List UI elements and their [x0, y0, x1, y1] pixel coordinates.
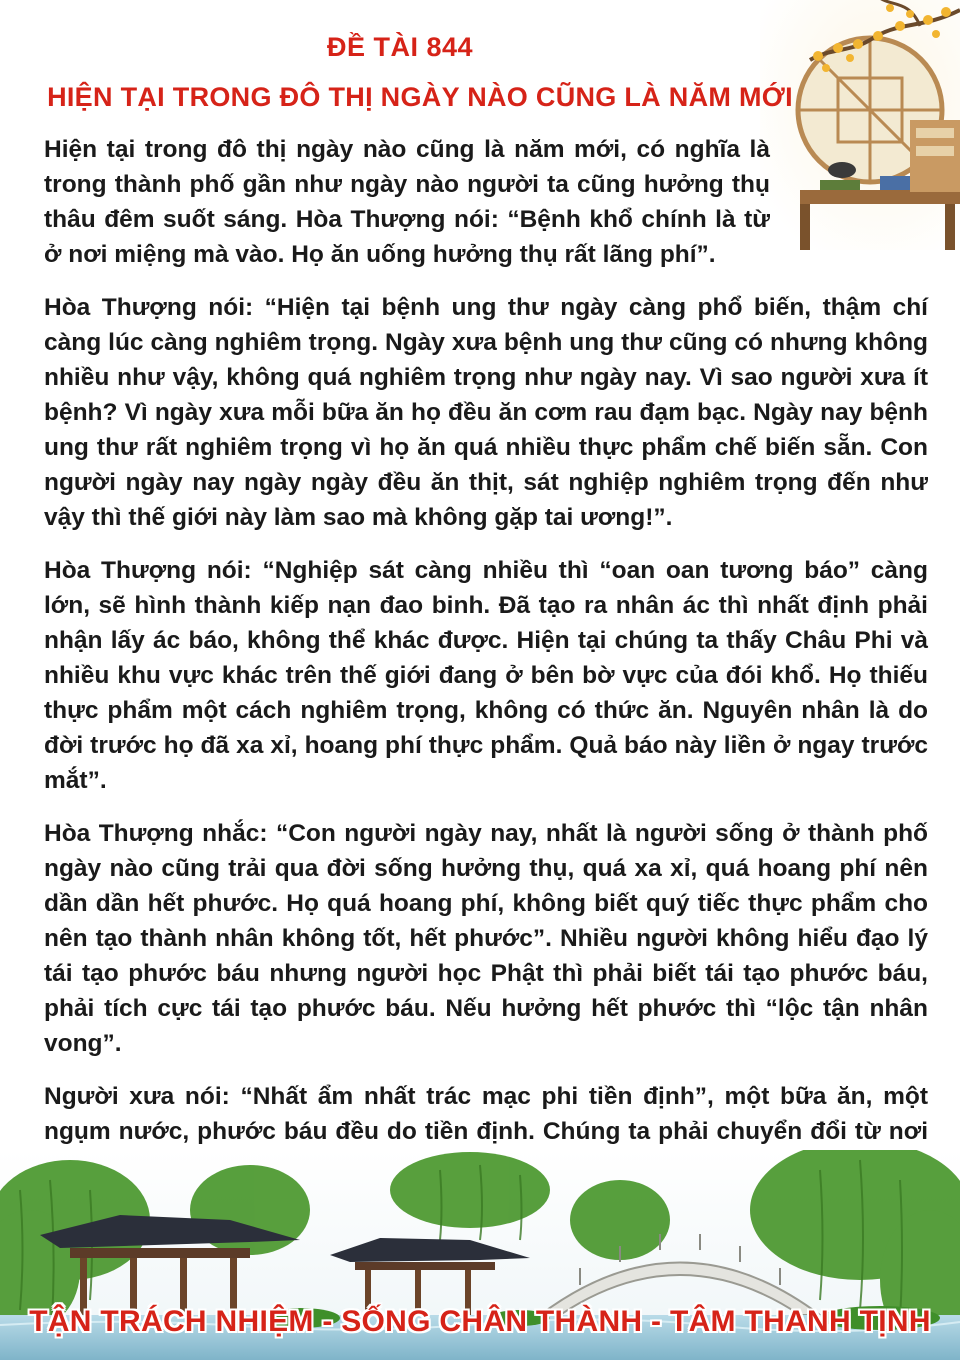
page-title: HIỆN TẠI TRONG ĐÔ THỊ NGÀY NÀO CŨNG LÀ NĂM MỚI — [47, 82, 793, 112]
footer-slogan: TẬN TRÁCH NHIỆM - SỐNG CHÂN THÀNH - TÂM THANH TỊNH — [29, 1305, 931, 1338]
paragraph-5: Người xưa nói: “Nhất ẩm nhất trác mạc phi tiền định”, một bữa ăn, một ngụm nước, phước báu đều do tiền định. Chúng ta phải chuyển đổi từ nơi — [44, 1083, 928, 1145]
topic-number: ĐỀ TÀI 844 — [326, 32, 474, 62]
paragraph-1: Hiện tại trong đô thị ngày nào cũng là năm mới, có nghĩa là trong thành phố gần như ngày nào người ta cũng hưởng thụ thâu đêm suốt sáng. Hòa Thượng nói: “Bệnh khổ chính là từ ở nơi miệng mà vào. Họ ăn uống hưởng thụ rất lãng phí”. — [44, 136, 770, 268]
article-body — [44, 132, 928, 1272]
paragraph-4: Hòa Thượng nhắc: “Con người ngày nay, nhất là người sống ở thành phố ngày nào cũng trải qua đời sống hưởng thụ, quá xa xỉ, quá hoang phí nên dần dần hết phước. Họ quá hoang phí, không biết quý tiếc thực phẩm cho nên tạo thành nhân không tốt, hết phước”. Nhiều người không hiểu đạo lý tái tạo phước báu nhưng người học Phật thì phải biết tái tạo phước báu, phải tích cực tái tạo phước báu. Nếu hưởng hết phước thì “lộc tận nhân vong”. — [44, 820, 928, 1057]
paragraph-3: Hòa Thượng nói: “Nghiệp sát càng nhiều thì “oan oan tương báo” càng lớn, sẽ hình thành kiếp nạn đao binh. Đã tạo ra nhân ác thì nhất định phải nhận lấy ác báo, không thể khác được. Hiện tại chúng ta thấy Châu Phi và nhiều khu vực khác trên thế giới đang ở bên bờ vực của đói khổ. Họ thiếu thực phẩm một cách nghiêm trọng, không có thức ăn. Nguyên nhân là do đời trước họ đã xa xỉ, hoang phí thực phẩm. Quả báo này liền ở ngay trước mắt”. — [44, 557, 928, 794]
paragraph-2: Hòa Thượng nói: “Hiện tại bệnh ung thư ngày càng phổ biến, thậm chí càng lúc càng nghiêm trọng. Ngày xưa bệnh ung thư cũng có nhưng không nhiều như vậy, không quá nghiêm trọng như ngày nay. Vì sao người xưa ít bệnh? Vì ngày xưa mỗi bữa ăn họ đều ăn cơm rau đạm bạc. Ngày nay bệnh ung thư rất nghiêm trọng vì họ ăn quá nhiều thực phẩm chế biến sẵn. Con người ngày nay ngày ngày đều ăn thịt, sát nghiệp nghiêm trọng đến như vậy thì thế giới này làm sao mà không gặp tai ương!”. — [44, 294, 928, 531]
